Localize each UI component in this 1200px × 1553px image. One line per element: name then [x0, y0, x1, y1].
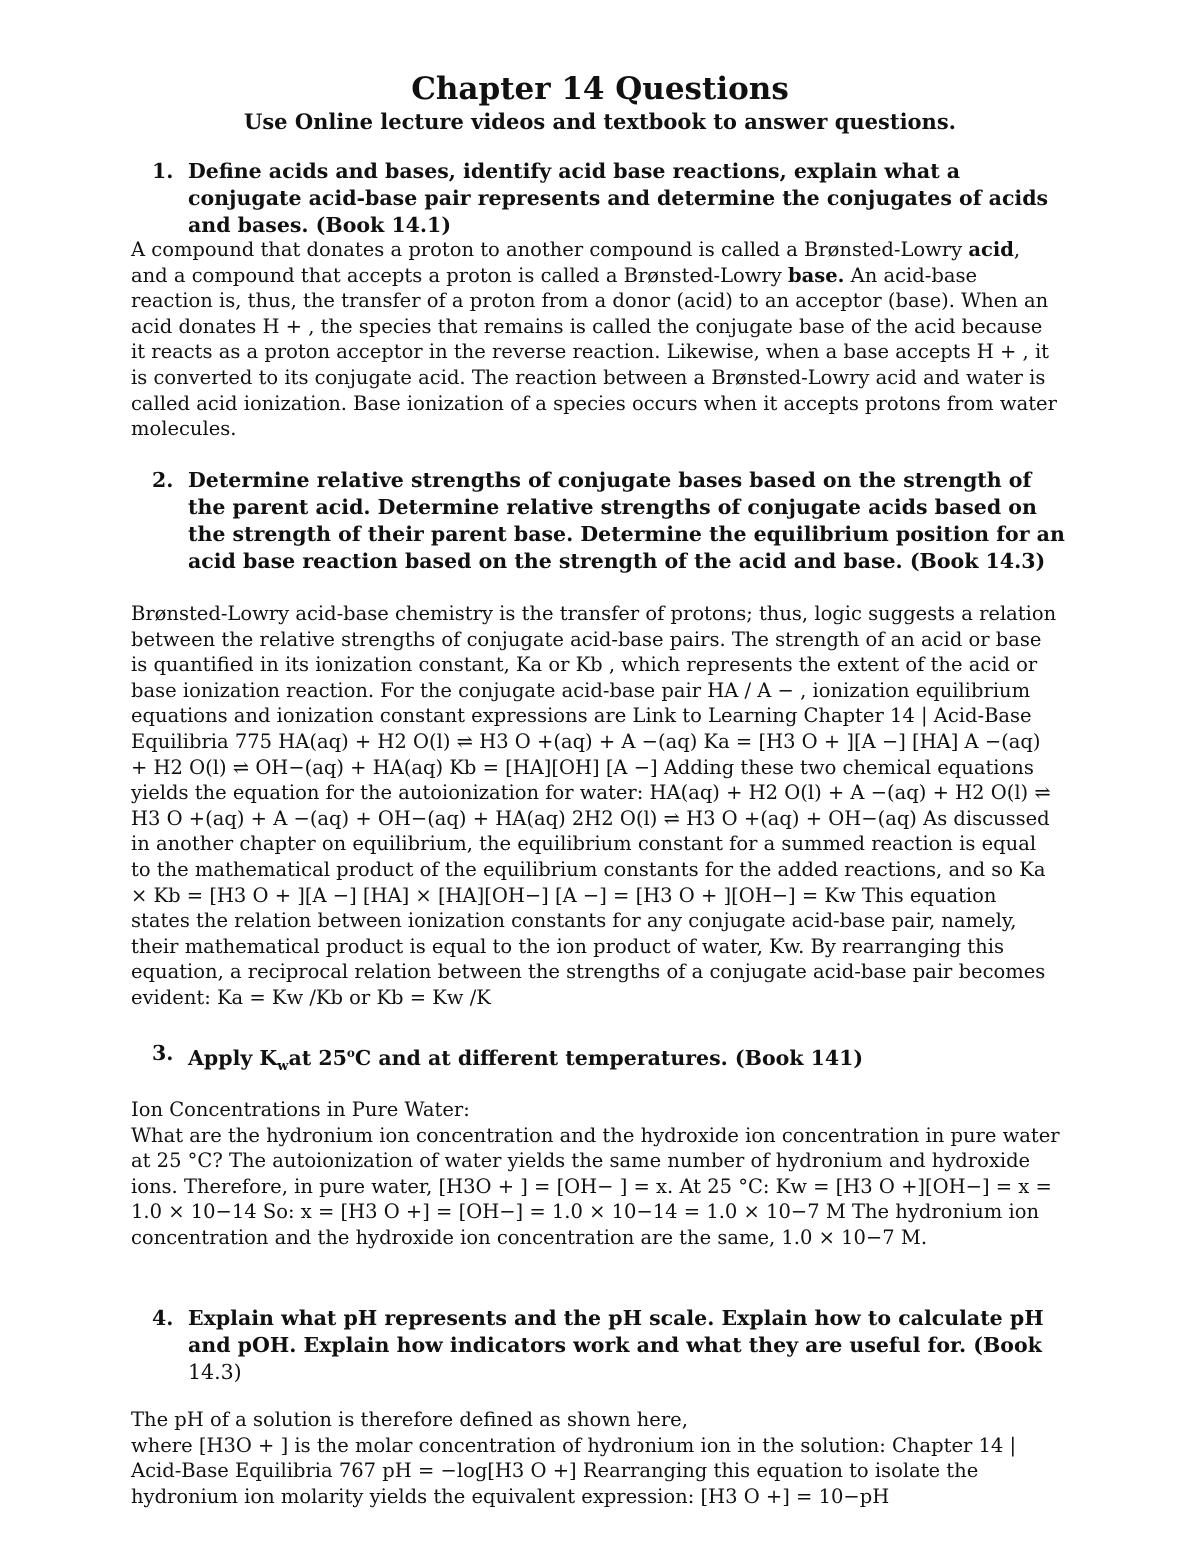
- answer-text: What are the hydronium ion concentration and the hydroxide ion concentration in pure water at 25 °C? The autoionization of water yields the same number of hydronium and hydroxide ions. Therefore, in pure water, [H3O + ] = [OH− ] = x. At 25 °C: Kw = [H3 O +][OH−] = x = 1.0 × 10−14 So: x = [H3 O +] = [OH−] = 1.0 × 10−14 = 1.0 × 10−7 M The hydronium ion concentration and the hydroxide ion concentration are the same, 1.0 × 10−7 M.: [131, 1123, 1060, 1249]
- question-text: Define acids and bases, identify acid base reactions, explain what a conjugate acid-base pair represents and determine the conjugates of acids and bases. (Book 14.1): [188, 159, 1049, 237]
- question-text: Determine relative strengths of conjugate bases based on the strength of the parent acid. Determine relative strengths of conjugate acids based on the strength of their parent base. Determine the equilibrium position for an acid base reaction based on the strength of the acid and base. (Book 14.3): [188, 468, 1065, 573]
- page-title: Chapter 14 Questions: [411, 71, 789, 107]
- answer-text: An acid-base reaction is, thus, the transfer of a proton from a donor (acid) to an acceptor (base). When an acid donates H + , the species that remains is called the conjugate base of the acid because it reacts as a proton acceptor in the reverse reaction. Likewise, when a base accepts H + , it is converted to its conjugate acid. The reaction between a Brønsted-Lowry acid and water is called acid ionization. Base ionization of a species occurs when it accepts protons from water molecules.: [131, 263, 1057, 441]
- question-text: Explain what pH represents and the pH scale. Explain how to calculate pH and pOH. Explain how indicators work and what they are useful for. (Book: [188, 1306, 1044, 1357]
- question-number: 1.: [152, 159, 174, 183]
- question-number: 2.: [152, 468, 174, 492]
- answer-text: A compound that donates a proton to another compound is called a Brønsted-Lowry: [131, 238, 969, 261]
- question-2: [152, 467, 1068, 575]
- answer-3: [131, 1097, 1061, 1251]
- answer-1: [131, 237, 1061, 442]
- question-1: [152, 158, 1068, 239]
- question-3: [152, 1040, 1068, 1080]
- answer-text: where [H3O + ] is the molar concentration of hydronium ion in the solution: Chapter 14 | Acid-Base Equilibria 767 pH = −log[H3 O +] Rearranging this equation to isolate the hydronium ion molarity yields the equivalent expression: [H3 O +] = 10−pH: [131, 1433, 1017, 1508]
- question-book-ref: 14.3): [188, 1360, 242, 1384]
- answer-text: , and a compound that accepts a proton is called a Brønsted-Lowry: [131, 238, 1021, 287]
- question-number: 4.: [152, 1306, 174, 1330]
- question-text: Apply $K_wat$ 25$^o$C and at different temperatures. (Book 141): [188, 1045, 864, 1074]
- answer-2: Brønsted-Lowry acid-base chemistry is the transfer of protons; thus, logic suggests a relation between the relative strengths of conjugate acid-base pairs. The strength of an acid or base is quantified in its ionization constant, Ka or Kb , which represents the extent of the acid or base ionization reaction. For the conjugate acid-base pair HA / A − , ionization equilibrium equations and ionization constant expressions are Link to Learning Chapter 14 | Acid-Base Equilibria 775 HA(aq) + H2 O(l) ⇌ H3 O +(aq) + A −(aq) Ka = [H3 O + ][A −] [HA] A −(aq) + H2 O(l) ⇌ OH−(aq) + HA(aq) Kb = [HA][OH] [A −] Adding these two chemical equations yields the equation for the autoionization for water: HA(aq) + H2 O(l) + A −(aq) + H2 O(l) ⇌ H3 O +(aq) + A −(aq) + OH−(aq) + HA(aq) 2H2 O(l) ⇌ H3 O +(aq) + OH−(aq) As discussed in another chapter on equilibrium, the equilibrium constant for a summed reaction is equal to the mathematical product of the equilibrium constants for the added reactions, and so Ka × Kb = [H3 O + ][A −] [HA] × [HA][OH−] [A −] = [H3 O + ][OH−] = Kw This equation states the relation between ionization constants for any conjugate acid-base pair, namely, their mathematical product is equal to the ion product of water, Kw. By rearranging this equation, a reciprocal relation between the strengths of a conjugate acid-base pair becomes evident: Ka = Kw /Kb or Kb = Kw /K: [131, 602, 1057, 1009]
- question-number: 3.: [152, 1041, 174, 1065]
- answer-bold-term: acid: [968, 238, 1014, 261]
- answer-heading: Ion Concentrations in Pure Water:: [131, 1098, 470, 1121]
- answer-4: [131, 1407, 1061, 1509]
- question-4: [152, 1305, 1068, 1386]
- answer-bold-term: base.: [787, 263, 845, 287]
- page-subtitle: Use Online lecture videos and textbook to answer questions.: [244, 109, 956, 134]
- answer-heading: The pH of a solution is therefore defined as shown here,: [131, 1408, 688, 1431]
